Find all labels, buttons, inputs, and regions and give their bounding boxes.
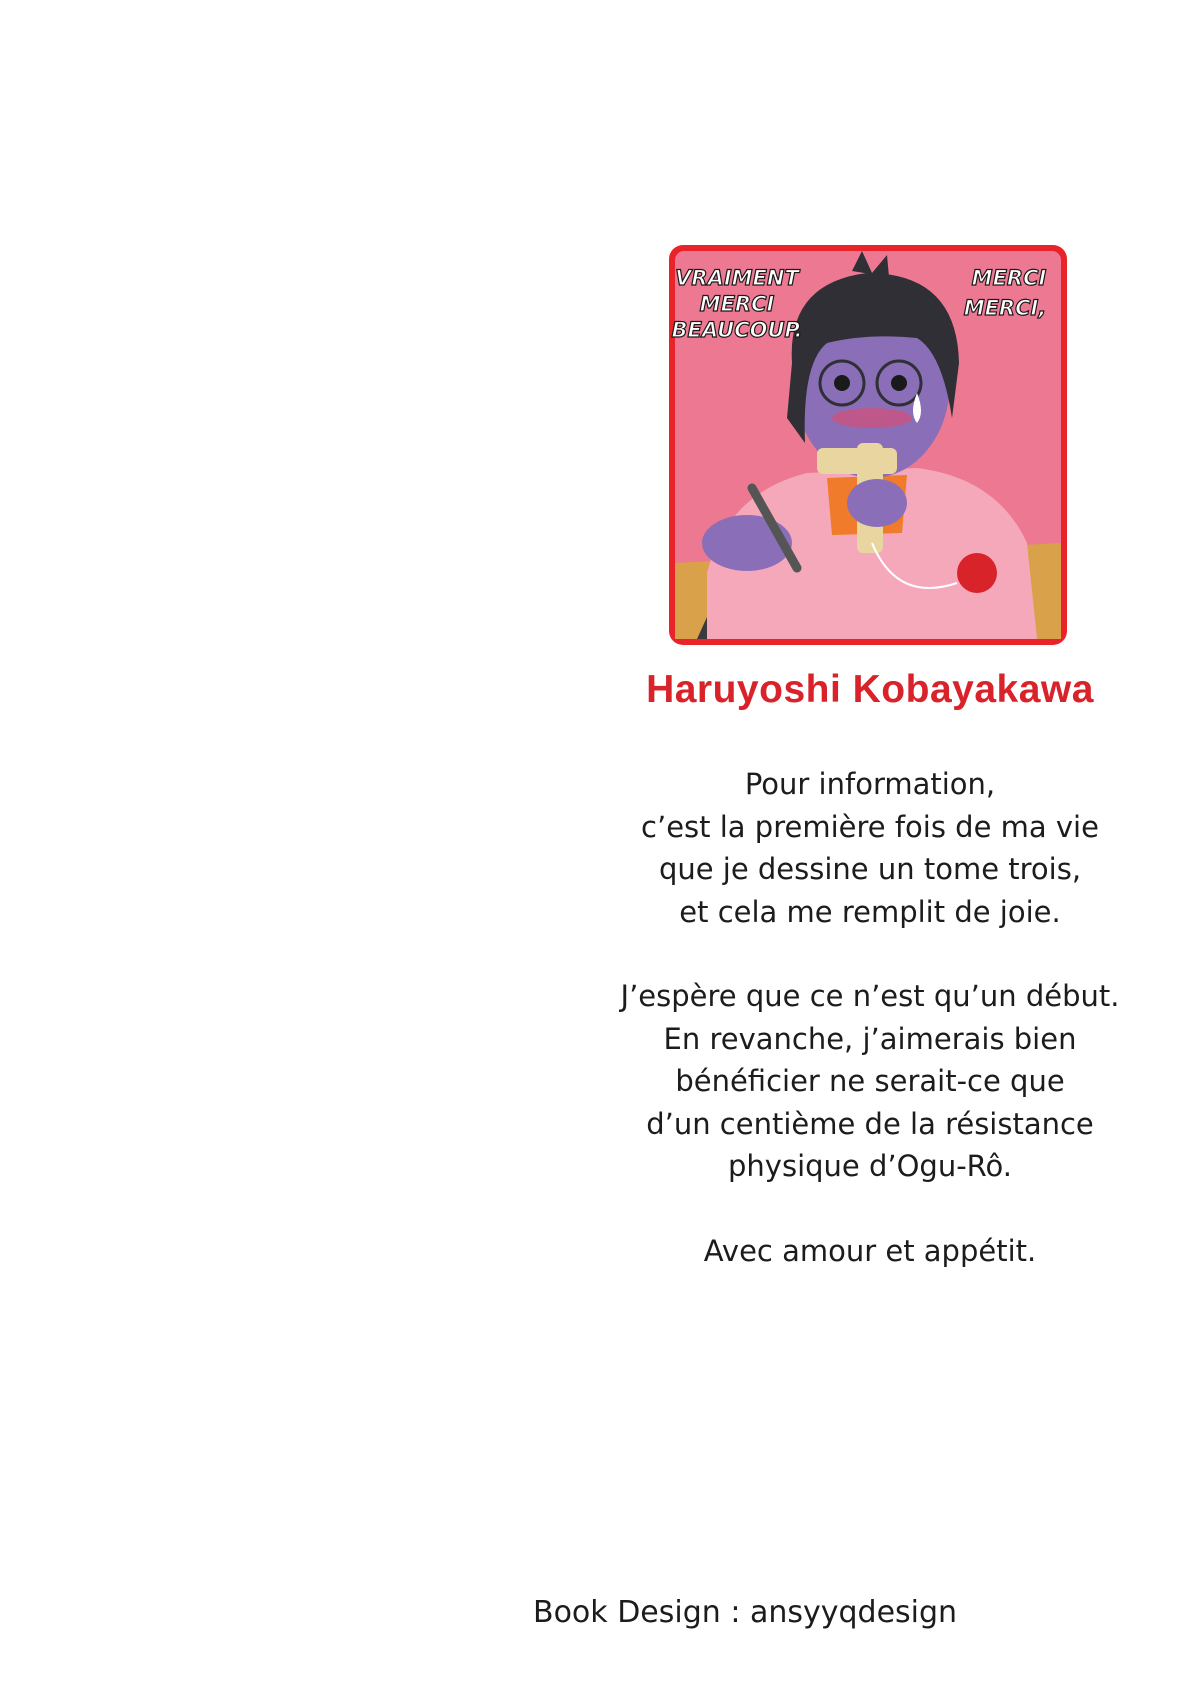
- message-line: Avec amour et appétit.: [703, 1234, 1037, 1268]
- message-line: Pour information,: [744, 767, 996, 801]
- message-paragraph: [590, 975, 1150, 1188]
- message-closing: [590, 1230, 1150, 1273]
- message-line: bénéficier ne serait-ce que: [675, 1064, 1065, 1098]
- message-line: J’espère que ce n’est qu’un début.: [620, 979, 1120, 1013]
- message-line: En revanche, j’aimerais bien: [663, 1021, 1077, 1056]
- book-design-credit: Book Design : ansyyqdesign: [533, 1595, 958, 1630]
- blush: [832, 408, 912, 428]
- kendama-ball: [957, 553, 997, 593]
- speech-line: BEAUCOUP.: [671, 318, 803, 342]
- author-name: Haruyoshi Kobayakawa: [646, 668, 1094, 711]
- speech-line: MERCI,: [963, 296, 1047, 320]
- message-line: c’est la première fois de ma vie: [641, 809, 1099, 844]
- speech-line: VRAIMENT: [675, 266, 799, 290]
- message-line: d’un centième de la résistance: [646, 1106, 1094, 1141]
- author-portrait-illustration: [667, 243, 1069, 647]
- message-line: physique d’Ogu-Rô.: [728, 1149, 1012, 1183]
- hand: [847, 479, 907, 527]
- message-paragraph: [590, 763, 1150, 933]
- speech-line: MERCI: [971, 266, 1047, 290]
- speech-line: MERCI: [699, 292, 775, 316]
- message-line: et cela me remplit de joie.: [679, 894, 1061, 929]
- message-line: que je dessine un tome trois,: [658, 852, 1082, 886]
